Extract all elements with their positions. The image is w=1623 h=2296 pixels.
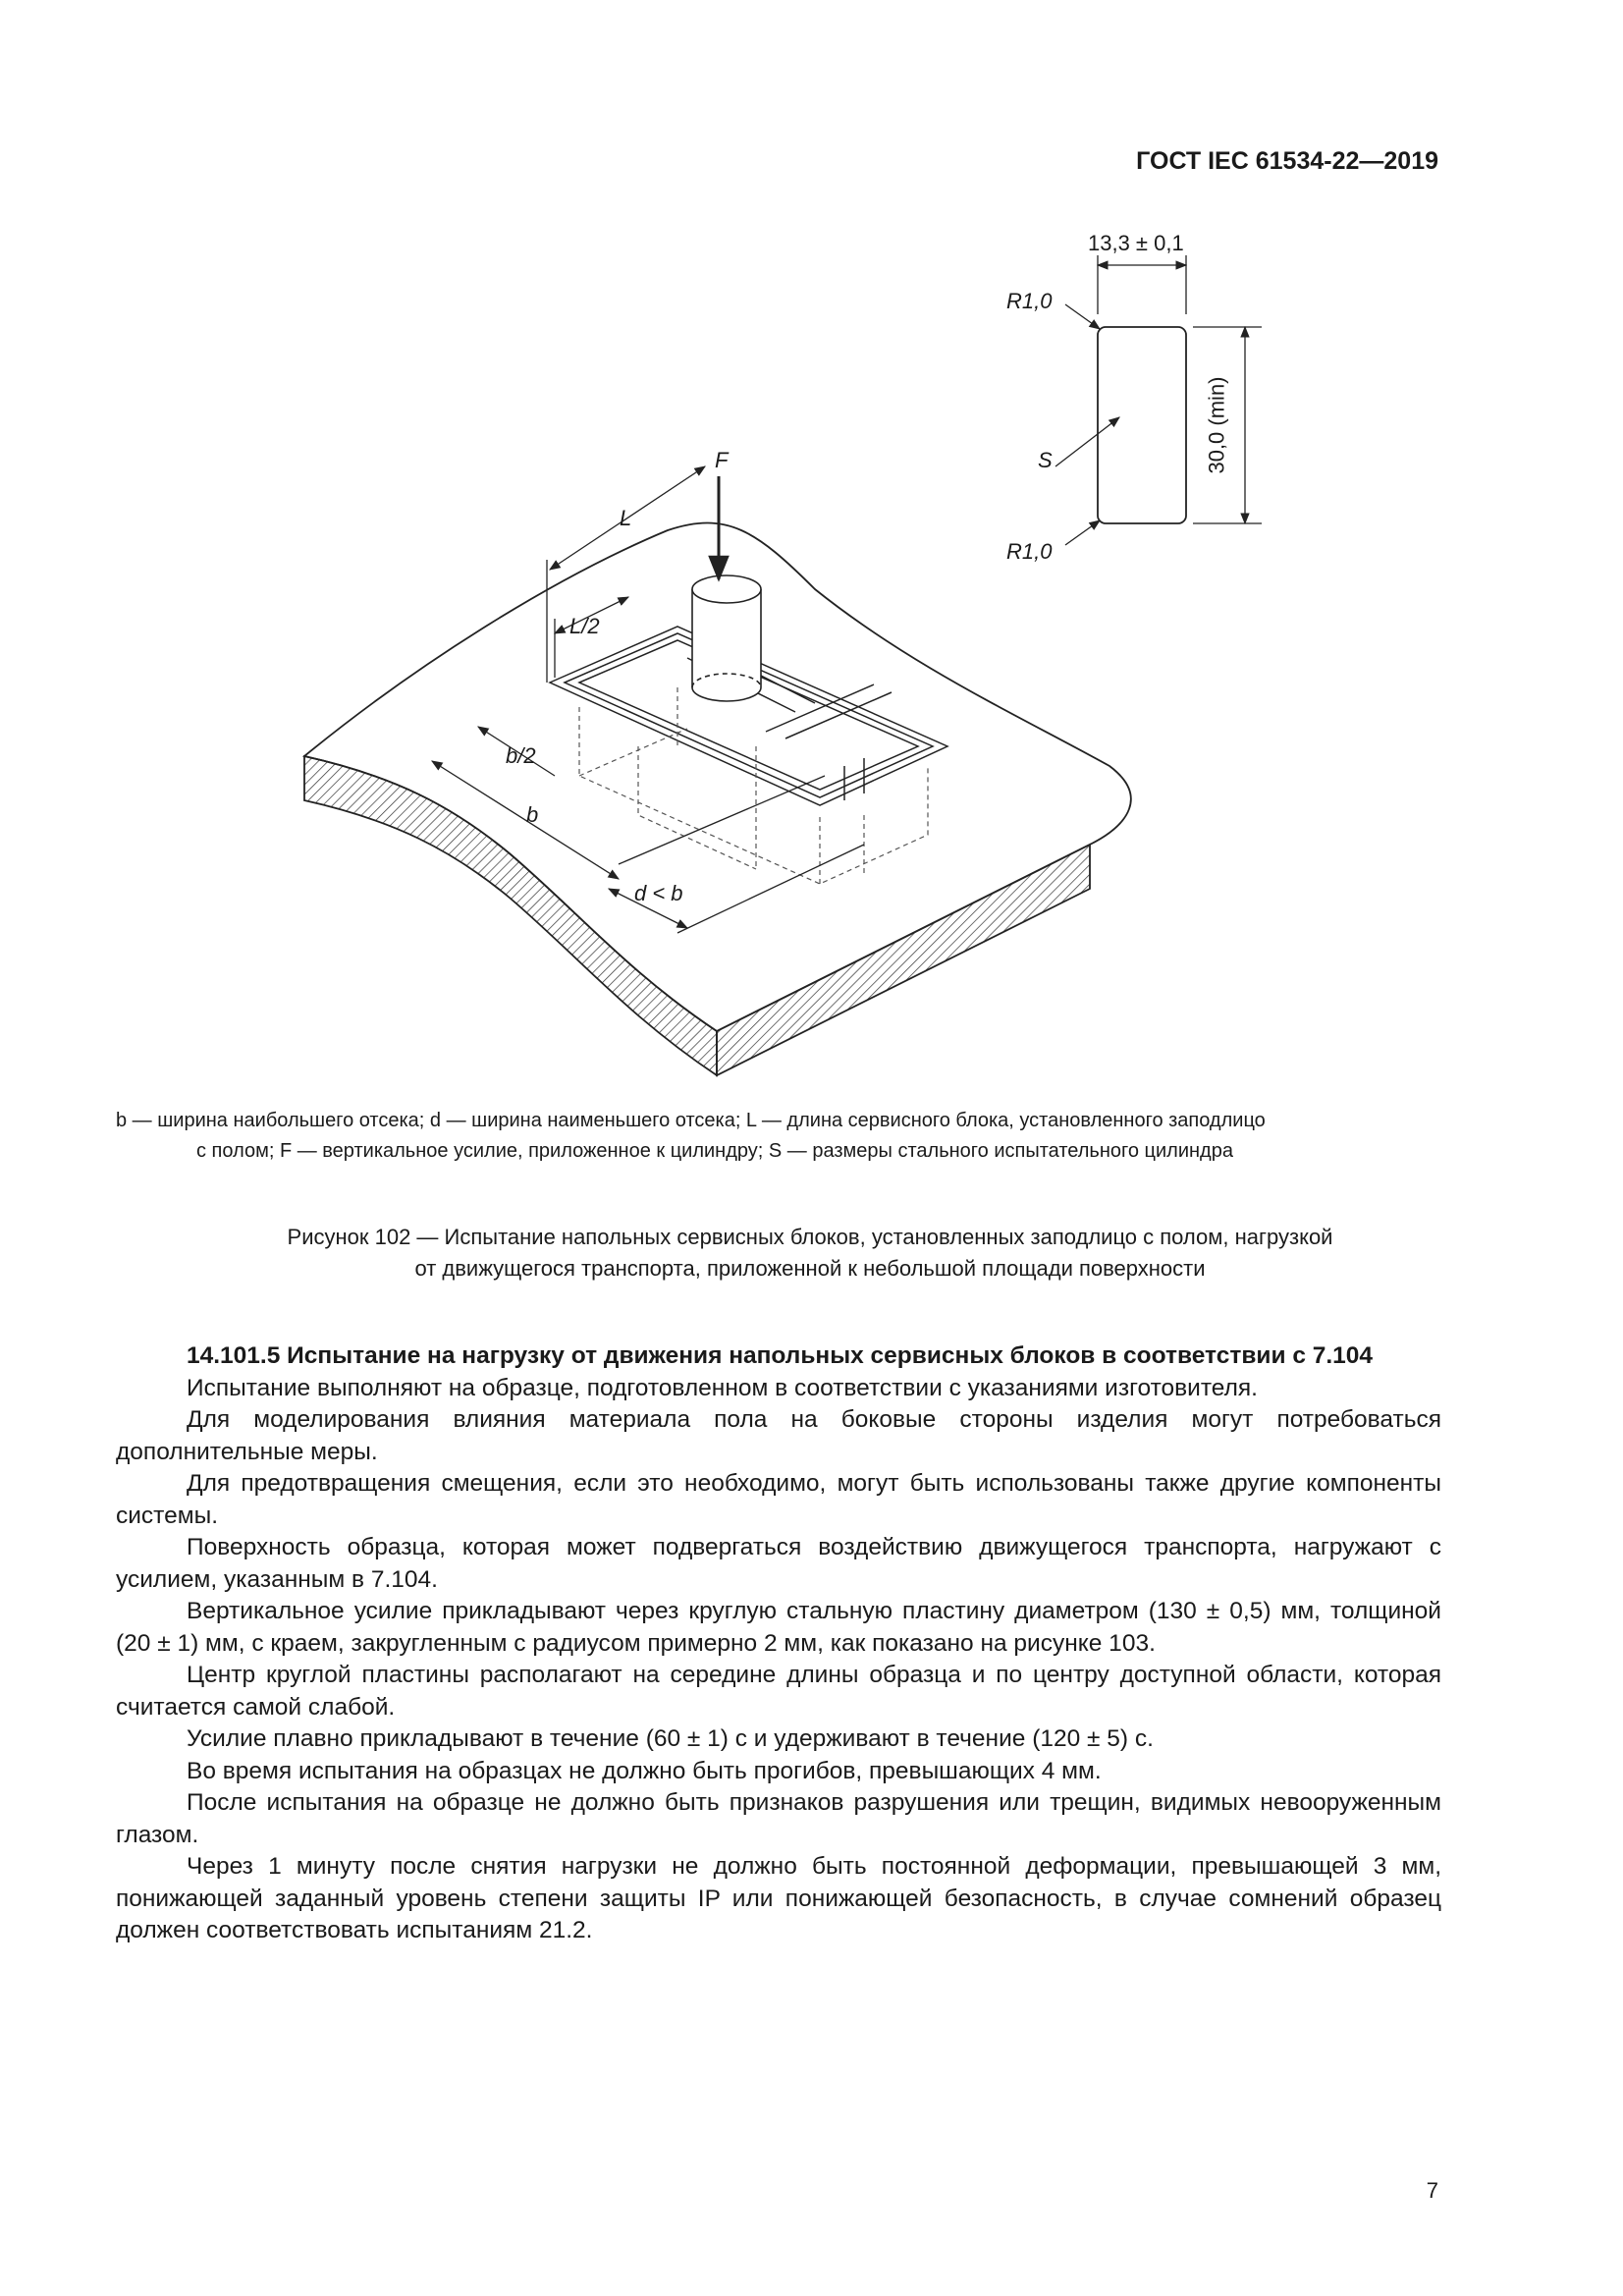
paragraph: Центр круглой пластины располагают на середине длины образца и по центру доступной области, которая считается самой слабой. xyxy=(116,1662,1441,1721)
width-d-label: d < b xyxy=(634,881,683,905)
figure-102 xyxy=(0,0,1623,1110)
legend-line-1: b — ширина наибольшего отсека; d — ширина наименьшего отсека; L — длина сервисного блока, установленного заподлицо xyxy=(116,1110,1266,1131)
paragraph: Поверхность образца, которая может подвергаться воздействию движущегося транспорта, нагружают с усилием, указанным в 7.104. xyxy=(116,1534,1441,1593)
caption-line-1: Рисунок 102 — Испытание напольных сервисных блоков, установленных заподлицо с полом, нагрузкой xyxy=(287,1225,1333,1249)
cylinder-section xyxy=(1098,327,1186,523)
half-length-label: L/2 xyxy=(569,614,600,638)
page-number: 7 xyxy=(1426,2178,1438,2203)
caption-line-2: от движущегося транспорта, приложенной к небольшой площади поверхности xyxy=(414,1256,1206,1281)
test-setup-drawing xyxy=(0,0,1623,1110)
force-f-label: F xyxy=(715,448,729,472)
test-cylinder xyxy=(692,575,761,701)
half-width-label: b/2 xyxy=(506,743,536,768)
paragraph: Во время испытания на образцах не должно быть прогибов, превышающих 4 мм. xyxy=(187,1757,1102,1784)
paragraph: Через 1 минуту после снятия нагрузки не должно быть постоянной деформации, превышающей 3 мм, понижающей заданный уровень степени защиты IP или понижающей безопасность, в случае сомнений образец должен соответствовать испытаниям 21.2. xyxy=(116,1853,1441,1943)
radius-bottom-label: R1,0 xyxy=(1006,539,1053,564)
paragraph: Усилие плавно прикладывают в течение (60 ± 1) с и удерживают в течение (120 ± 5) с. xyxy=(187,1725,1154,1752)
paragraph: Вертикальное усилие прикладывают через круглую стальную пластину диаметром (130 ± 0,5) мм, толщиной (20 ± 1) мм, с краем, закругленным с радиусом примерно 2 мм, как показано на рисунке 103. xyxy=(116,1598,1441,1657)
figure-caption xyxy=(147,1222,1473,1285)
paragraph: Для моделирования влияния материала пола на боковые стороны изделия могут потребоваться дополнительные меры. xyxy=(116,1406,1441,1465)
width-dimension-label: 13,3 ± 0,1 xyxy=(1088,231,1184,255)
section-14-101-5 xyxy=(116,1340,1441,1947)
section-heading: 14.101.5 Испытание на нагрузку от движения напольных сервисных блоков в соответствии с 7.104 xyxy=(187,1342,1374,1369)
length-l-label: L xyxy=(620,506,632,530)
figure-legend xyxy=(116,1106,1441,1167)
radius-top-label: R1,0 xyxy=(1006,289,1053,313)
paragraph: Для предотвращения смещения, если это необходимо, могут быть использованы также другие компоненты системы. xyxy=(116,1470,1441,1529)
paragraph: После испытания на образце не должно быть признаков разрушения или трещин, видимых невооруженным глазом. xyxy=(116,1789,1441,1848)
legend-line-2: с полом; F — вертикальное усилие, приложенное к цилиндру; S — размеры стального испытательного цилиндра xyxy=(196,1140,1233,1162)
section-s-label: S xyxy=(1038,448,1053,472)
document-code: ГОСТ IEC 61534-22—2019 xyxy=(1136,147,1438,175)
height-dimension-label: 30,0 (min) xyxy=(1204,376,1229,474)
width-b-label: b xyxy=(526,802,539,827)
paragraph: Испытание выполняют на образце, подготовленном в соответствии с указаниями изготовителя. xyxy=(187,1374,1258,1401)
